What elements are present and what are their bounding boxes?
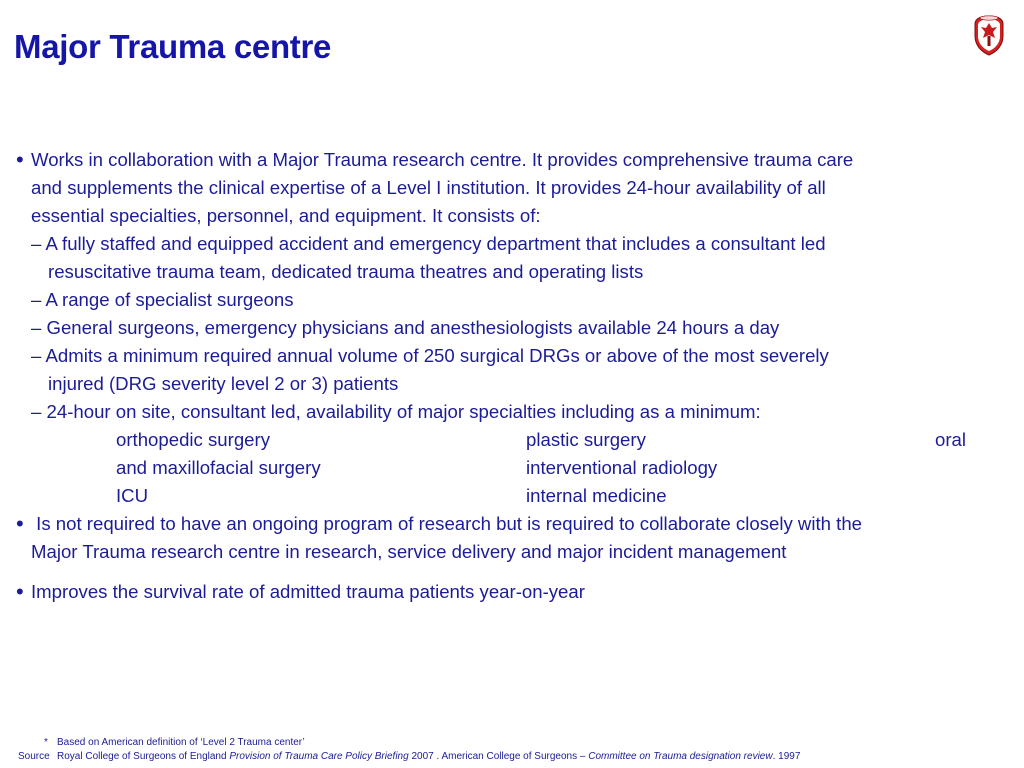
sub-item-continuation: resuscitative trauma team, dedicated trauma theatres and operating lists (48, 261, 644, 282)
sub-item: – A range of specialist surgeons (31, 289, 294, 310)
bullet-1-line: and supplements the clinical expertise of a Level I institution. It provides 24-hour availability of all (31, 177, 826, 198)
source-part: 2007 . American College of Surgeons – (408, 751, 589, 762)
source-title: Provision of Trauma Care Policy Briefing (229, 751, 409, 762)
bullet-point: • (16, 579, 24, 604)
sub-item: – General surgeons, emergency physicians and anesthesiologists available 24 hours a day (31, 317, 780, 338)
specialty-item: and maxillofacial surgery (116, 457, 321, 478)
footnote-text: Based on American definition of ‘Level 2 Trauma center’ (57, 737, 305, 748)
source-part: Royal College of Surgeons of England (57, 751, 230, 762)
bullet-point: • (16, 511, 24, 536)
slide-title: Major Trauma centre (14, 28, 332, 65)
source-part: . 1997 (772, 751, 801, 762)
specialty-item: ICU (116, 485, 149, 506)
sub-item: – 24-hour on site, consultant led, availability of major specialties including as a minimum: (31, 401, 761, 422)
bullet-3-line: Improves the survival rate of admitted trauma patients year-on-year (31, 581, 585, 602)
specialty-item: orthopedic surgery (116, 429, 270, 450)
source-label: Source (18, 751, 50, 762)
bullet-point: • (16, 147, 24, 172)
source-title: Committee on Trauma designation review (588, 751, 773, 762)
specialty-item: internal medicine (526, 485, 667, 506)
sub-item: – A fully staffed and equipped accident and emergency department that includes a consultant led (31, 233, 826, 254)
specialty-item: interventional radiology (526, 457, 718, 478)
bullet-2-line: Major Trauma research centre in research, service delivery and major incident management (31, 541, 787, 562)
sub-item: – Admits a minimum required annual volume of 250 surgical DRGs or above of the most severely (31, 345, 829, 366)
bullet-1-line: Works in collaboration with a Major Trauma research centre. It provides comprehensive trauma care (31, 149, 854, 170)
bullet-2-line: Is not required to have an ongoing program of research but is required to collaborate closely with the (31, 513, 862, 534)
source-text (57, 751, 800, 762)
trauma-shield-logo-icon (972, 14, 1006, 56)
bullet-1-line: essential specialties, personnel, and equipment. It consists of: (31, 205, 541, 226)
footnote-marker: * (44, 737, 48, 748)
specialty-item: plastic surgery (526, 429, 646, 450)
sub-item-continuation: injured (DRG severity level 2 or 3) patients (48, 373, 399, 394)
specialty-item: oral (935, 429, 967, 450)
